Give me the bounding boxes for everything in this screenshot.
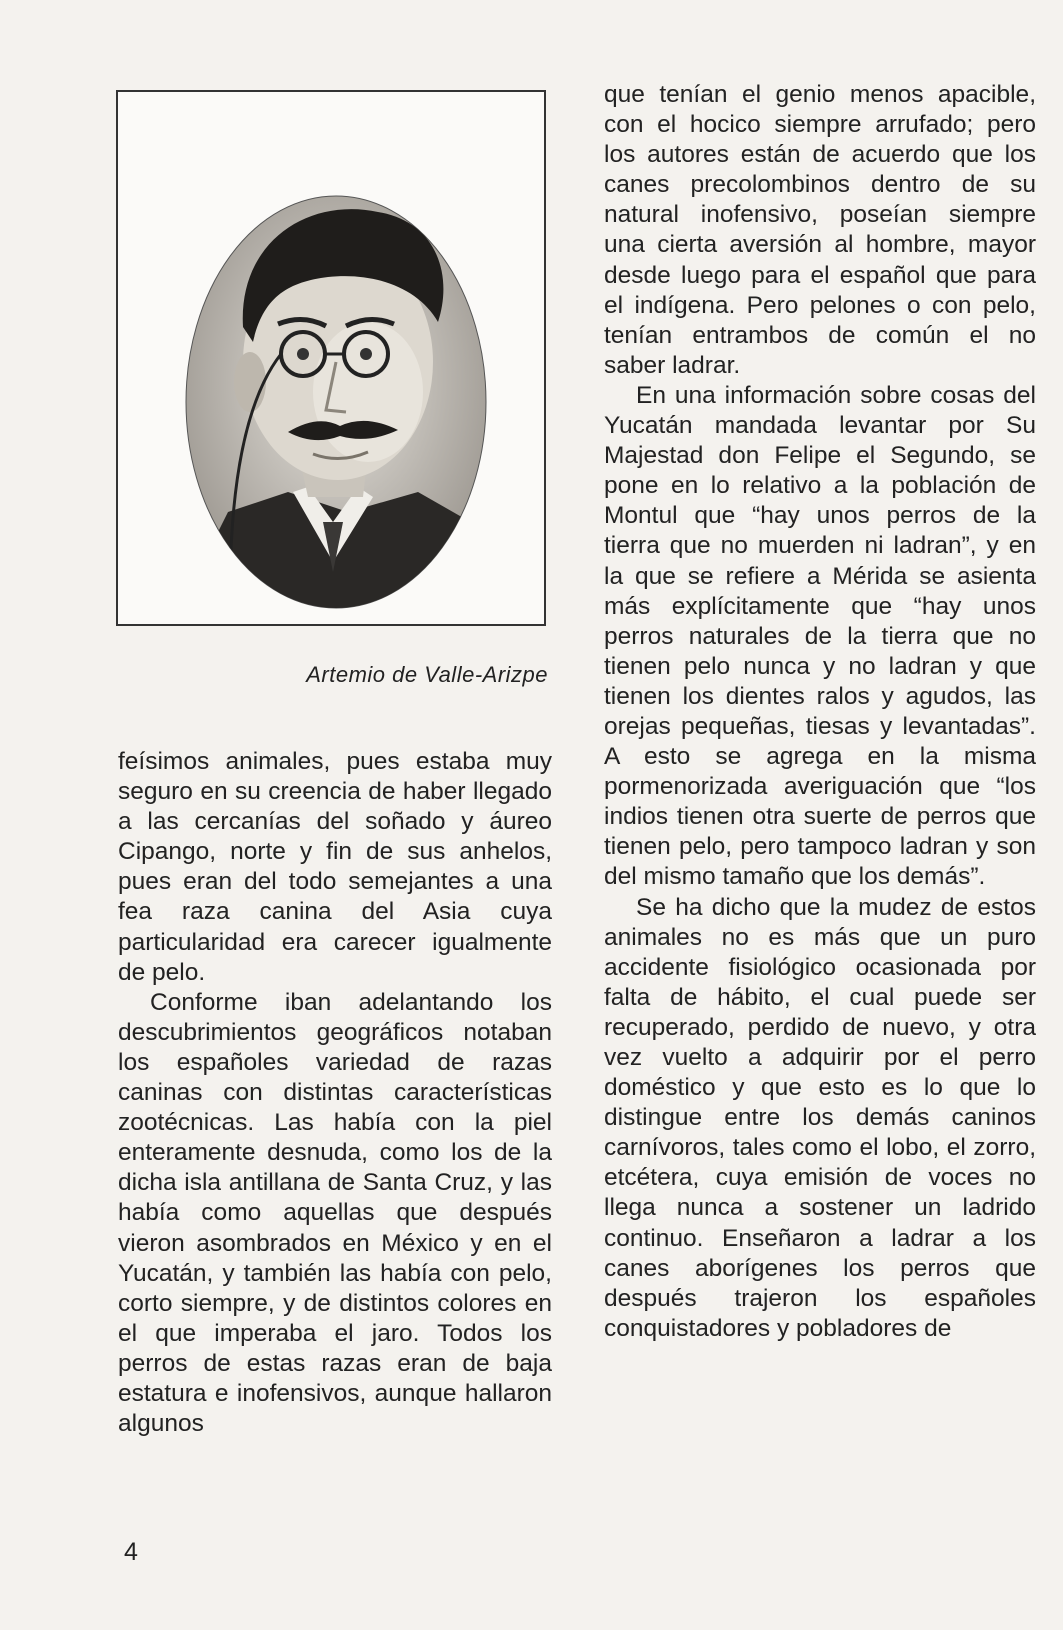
photo-caption: Artemio de Valle-Arizpe — [306, 662, 548, 687]
page-number: 4 — [124, 1538, 138, 1566]
left-text-column — [118, 747, 552, 1439]
paragraph: En una información sobre cosas del Yucatán mandada levantar por Su Majestad don Felipe el Segundo, se pone en lo relativo a la población de Montul que “hay unos perros de la tierra que no muerden ni ladran”, y en la que se refiere a Mérida se asienta más explícitamente que “hay unos perros naturales de la tierra que no tienen pelo nunca y no ladran y que tienen los dientes ralos y agudos, las orejas pequeñas, tiesas y levantadas”. A esto se agrega en la misma pormenorizada averiguación que “los indios tienen otra suerte de perros que tienen pelo, pero tampoco ladran y son del mismo tamaño que los demás”. — [604, 381, 1036, 891]
paragraph: que tenían el genio menos apacible, con el hocico siempre arrufado; pero los autores están de acuerdo que los canes precolombinos dentro de su natural inofensivo, poseían siempre una cierta aversión al hombre, mayor desde luego para el español que para el indígena. Pero pelones o con pelo, tenían entrambos de común el no saber ladrar. — [604, 81, 1036, 379]
portrait-photo-frame — [116, 90, 546, 626]
paragraph: Conforme iban adelantando los descubrimientos geográficos notaban los españoles variedad de razas caninas con distintas características zootécnicas. Las había con la piel enteramente desnuda, como los de la dicha isla antillana de Santa Cruz, y las había como aquellas que después vieron asombrados en México y en el Yucatán, y también las había con pelo, corto siempre, y de distintos colores en el que imperaba el jaro. Todos los perros de estas razas eran de baja estatura e inofensivos, aunque hallaron algunos — [118, 988, 552, 1438]
paragraph: Se ha dicho que la mudez de estos animales no es más que un puro accidente fisiológico ocasionada por falta de hábito, el cual puede ser recuperado, perdido de nuevo, y otra vez vuelto a adquirir por el perro doméstico y que esto es lo que lo distingue entre los demás caninos carnívoros, tales como el lobo, el zorro, etcétera, cuya emisión de voces no llega nunca a sostener un ladrido continuo. Enseñaron a ladrar a los canes aborígenes los perros que después trajeron los españoles conquistadores y pobladores de — [604, 893, 1036, 1342]
paragraph: feísimos animales, pues estaba muy seguro en su creencia de haber llegado a las cercanías del soñado y áureo Cipango, norte y fin de sus anhelos, pues eran del todo semejantes a una fea raza canina del Asia cuya particularidad era carecer igualmente de pelo. — [118, 748, 552, 986]
right-text-column — [604, 80, 1036, 1344]
portrait-photo — [118, 92, 544, 624]
portrait-figure — [116, 90, 548, 687]
